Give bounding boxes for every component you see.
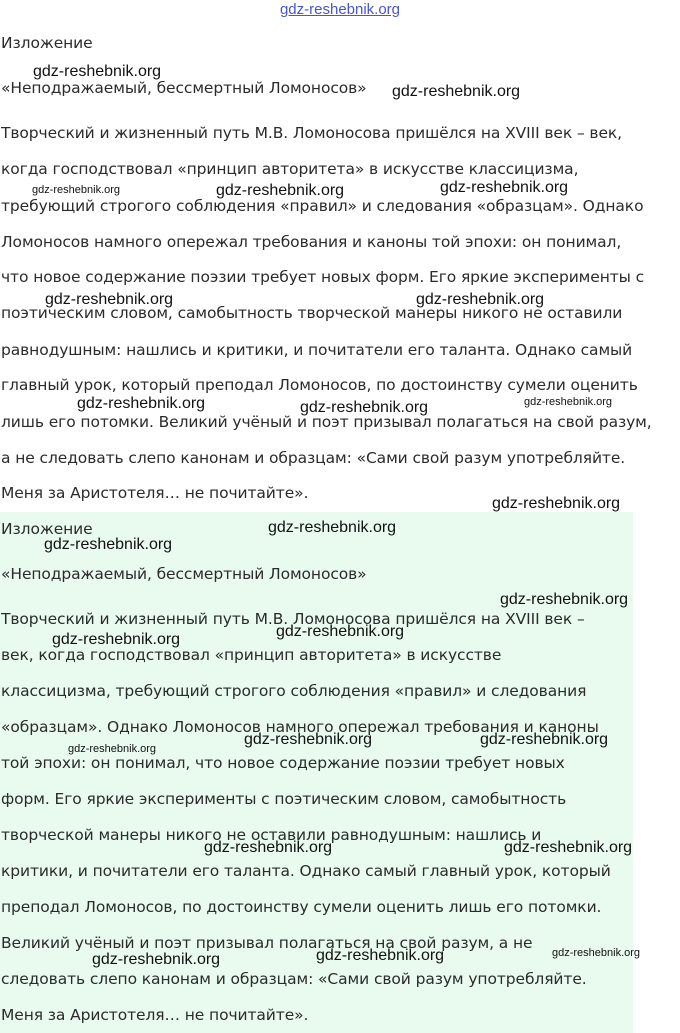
watermark: gdz-reshebnik.org bbox=[416, 291, 545, 308]
essay-line: требующий строгого соблюдения «правил» и следования «образцам». Однако bbox=[1, 197, 644, 215]
essay-line: той эпохи: он понимал, что новое содержание поэзии требует новых bbox=[1, 754, 565, 772]
essay-line: главный урок, который преподал Ломоносов, по достоинству сумели оценить bbox=[1, 376, 638, 394]
essay-line: Творческий и жизненный путь М.В. Ломоносова пришёлся на XVIII век – век, bbox=[1, 124, 622, 142]
essay-line: преподал Ломоносов, по достоинству сумели оценить лишь его потомки. bbox=[1, 898, 602, 916]
essay-title: Изложение bbox=[1, 520, 93, 538]
essay-subtitle: «Неподражаемый, бессмертный Ломоносов» bbox=[1, 565, 367, 583]
watermark: gdz-reshebnik.org bbox=[440, 179, 569, 196]
essay-line: век, когда господствовал «принцип авторитета» в искусстве bbox=[1, 646, 502, 664]
essay-line: Ломоносов намного опережал требования и каноны той эпохи: он понимал, bbox=[1, 233, 622, 251]
essay-line: следовать слепо канонам и образцам: «Сами свой разум употребляйте. bbox=[1, 970, 587, 988]
watermark: gdz-reshebnik.org bbox=[32, 184, 121, 196]
essay-line: Меня за Аристотеля… не почитайте». bbox=[1, 1006, 309, 1024]
watermark: gdz-reshebnik.org bbox=[492, 495, 621, 512]
watermark: gdz-reshebnik.org bbox=[92, 951, 221, 968]
essay-line: творческой манеры никого не оставили равнодушным: нашлись и bbox=[1, 826, 542, 844]
essay-line: форм. Его яркие эксперименты с поэтическим словом, самобытность bbox=[1, 790, 567, 808]
essay-line: а не следовать слепо канонам и образцам: «Сами свой разум употребляйте. bbox=[1, 449, 626, 467]
essay-line: классицизма, требующий строгого соблюдения «правил» и следования bbox=[1, 682, 587, 700]
watermark: gdz-reshebnik.org bbox=[316, 947, 445, 964]
watermark: gdz-reshebnik.org bbox=[500, 591, 629, 608]
watermark: gdz-reshebnik.org bbox=[68, 743, 157, 755]
watermark: gdz-reshebnik.org bbox=[524, 396, 613, 408]
essay-line: Великий учёный и поэт призывал полагаться на свой разум, а не bbox=[1, 934, 533, 952]
watermark: gdz-reshebnik.org bbox=[276, 623, 405, 640]
watermark: gdz-reshebnik.org bbox=[77, 395, 206, 412]
watermark: gdz-reshebnik.org bbox=[44, 536, 173, 553]
watermark: gdz-reshebnik.org bbox=[244, 731, 373, 748]
essay-subtitle: «Неподражаемый, бессмертный Ломоносов» bbox=[1, 79, 367, 97]
essay-line: «образцам». Однако Ломоносов намного опережал требования и каноны bbox=[1, 718, 599, 736]
watermark: gdz-reshebnik.org bbox=[480, 731, 609, 748]
watermark: gdz-reshebnik.org bbox=[552, 947, 641, 959]
essay-title: Изложение bbox=[1, 34, 93, 52]
essay-line: лишь его потомки. Великий учёный и поэт призывал полагаться на свой разум, bbox=[1, 413, 652, 431]
essay-line: Творческий и жизненный путь М.В. Ломоносова пришёлся на XVIII век – bbox=[1, 610, 585, 628]
watermark: gdz-reshebnik.org bbox=[33, 63, 162, 80]
watermark: gdz-reshebnik.org bbox=[392, 83, 521, 100]
watermark: gdz-reshebnik.org bbox=[52, 631, 181, 648]
watermark: gdz-reshebnik.org bbox=[45, 291, 174, 308]
essay-line: что новое содержание поэзии требует новых форм. Его яркие эксперименты с bbox=[1, 268, 645, 286]
watermark: gdz-reshebnik.org bbox=[504, 839, 633, 856]
watermark: gdz-reshebnik.org bbox=[216, 182, 345, 199]
site-link[interactable]: gdz-reshebnik.org bbox=[279, 1, 401, 18]
essay-line: равнодушным: нашлись и критики, и почитатели его таланта. Однако самый bbox=[1, 341, 633, 359]
essay-line: когда господствовал «принцип авторитета» в искусстве классицизма, bbox=[1, 160, 579, 178]
essay-line: Меня за Аристотеля… не почитайте». bbox=[1, 484, 309, 502]
essay-line: критики, и почитатели его таланта. Однако самый главный урок, который bbox=[1, 862, 611, 880]
essay-line: поэтическим словом, самобытность творческой манеры никого не оставили bbox=[1, 304, 623, 322]
watermark: gdz-reshebnik.org bbox=[268, 519, 397, 536]
watermark: gdz-reshebnik.org bbox=[204, 839, 333, 856]
watermark: gdz-reshebnik.org bbox=[300, 399, 429, 416]
